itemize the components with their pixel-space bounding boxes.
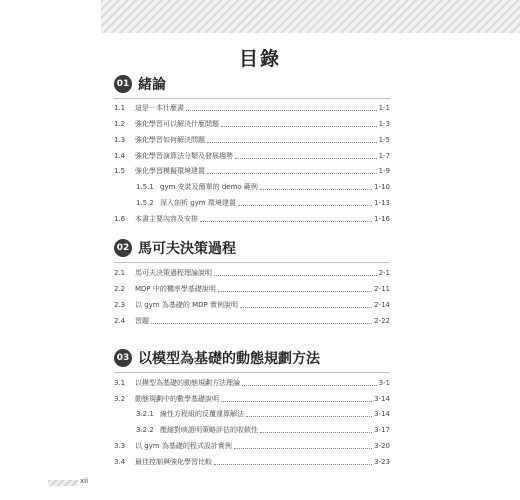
chapter-divider [114,98,390,99]
toc-entry[interactable] [114,439,390,451]
page-number: 3-20 [374,442,390,450]
chapter-heading-02[interactable] [114,238,236,258]
toc-subentry[interactable] [114,196,390,208]
chapter-divider [114,262,390,263]
chapter-heading-03[interactable] [114,348,320,368]
page-number: 2-14 [374,301,390,309]
section-title: 深入剖析 gym 環境建置 [160,199,236,207]
toc-entry[interactable] [114,101,390,113]
footer-page-number: xii [80,477,89,485]
page-number: 1-10 [374,183,390,191]
page-title: 目錄 [238,48,281,70]
section-number: 2.1 [114,269,126,277]
section-title: 強化學習可以解決什麼問題 [135,120,219,128]
dot-leader [200,221,372,222]
section-title: 馬可夫決策過程理論說明 [135,269,212,277]
dot-leader [214,464,372,465]
chapter-divider [114,372,390,373]
page-number: 1-16 [374,215,390,223]
section-number: 2.3 [114,301,126,309]
page-number: 2-22 [374,317,390,325]
toc-subentry[interactable] [114,423,390,435]
page-number: 1-5 [378,136,390,144]
toc-entry[interactable] [114,133,390,145]
section-title: 強化學習模擬環境建置 [135,167,205,175]
chapter-title: 緒論 [138,77,166,93]
section-title: 以 gym 為基礎的程式設計實例 [135,442,232,450]
page-number: 1-7 [378,152,390,160]
page-number: 3-23 [374,458,390,466]
dot-leader [186,110,377,111]
toc-entry[interactable] [114,298,390,310]
dot-leader [221,126,377,127]
dot-leader [246,416,372,417]
header-decoration-band [101,0,520,33]
toc-entry[interactable] [114,376,390,388]
section-number: 1.3 [114,136,126,144]
toc-entry[interactable] [114,149,390,161]
page-number: 3-14 [374,410,390,418]
footer-decoration-bar [48,480,78,486]
page-number: 1-1 [378,104,390,112]
section-number: 1.5.1 [136,183,154,191]
dot-leader [235,158,377,159]
chapter-number-badge: 01 [114,75,132,93]
toc-entry[interactable] [114,164,390,176]
page-number: 3-14 [374,395,390,403]
dot-leader [214,275,377,276]
dot-leader [242,385,377,386]
page-number: 3-17 [374,426,390,434]
section-number: 3.2 [114,395,126,403]
chapter-number-badge: 02 [114,239,132,257]
page-number: 1-3 [378,120,390,128]
section-number: 1.5.2 [136,199,154,207]
dot-leader [234,448,372,449]
section-title: 最佳控制與強化學習比較 [135,458,212,466]
section-number: 1.6 [114,215,126,223]
section-title: 本書主要內容及安排 [135,215,198,223]
section-title: 以模型為基礎的動態規劃方法理論 [135,379,240,387]
toc-entry[interactable] [114,314,390,326]
dot-leader [207,142,377,143]
toc-subentry[interactable] [114,180,390,192]
section-title: 線性方程組的反覆運算解法 [160,410,244,418]
section-title: 壓縮對映證明策略評估的收斂性 [160,426,258,434]
section-number: 1.5 [114,167,126,175]
section-number: 3.2.2 [136,426,154,434]
section-number: 3.3 [114,442,126,450]
chapter-title: 馬可夫決策過程 [138,241,236,257]
page-number: 2-1 [378,269,390,277]
chapter-number-badge: 03 [114,349,132,367]
toc-entry[interactable] [114,392,390,404]
section-title: gym 安裝及簡單的 demo 範例 [160,183,258,191]
dot-leader [238,205,372,206]
dot-leader [260,432,372,433]
dot-leader [218,291,372,292]
page-number: 3-1 [378,379,390,387]
section-title: MDP 中的機率學基礎說明 [135,285,216,293]
page-number: 1-9 [378,167,390,175]
section-title: 以 gym 為基礎的 MDP 實例說明 [135,301,238,309]
toc-subentry[interactable] [114,407,390,419]
section-title: 這是一本什麼書 [135,104,184,112]
dot-leader [151,323,372,324]
toc-entry[interactable] [114,282,390,294]
toc-entry[interactable] [114,117,390,129]
chapter-title: 以模型為基礎的動態規劃方法 [138,351,320,367]
section-number: 2.2 [114,285,126,293]
page-number: 1-13 [374,199,390,207]
toc-entry[interactable] [114,266,390,278]
section-number: 1.4 [114,152,126,160]
dot-leader [240,307,372,308]
toc-entry[interactable] [114,212,390,224]
section-number: 1.1 [114,104,126,112]
section-title: 習題 [135,317,149,325]
section-title: 動態規劃中的數學基礎說明 [135,395,219,403]
section-number: 3.2.1 [136,410,154,418]
dot-leader [221,401,372,402]
dot-leader [207,173,377,174]
section-number: 3.1 [114,379,126,387]
section-number: 1.2 [114,120,126,128]
page-number: 2-11 [374,285,390,293]
section-title: 強化學習演算法分類及發展趨勢 [135,152,233,160]
section-title: 強化學習如何解決問題 [135,136,205,144]
toc-entry[interactable] [114,455,390,467]
section-number: 2.4 [114,317,126,325]
chapter-heading-01[interactable] [114,74,166,94]
section-number: 3.4 [114,458,126,466]
dot-leader [260,189,372,190]
